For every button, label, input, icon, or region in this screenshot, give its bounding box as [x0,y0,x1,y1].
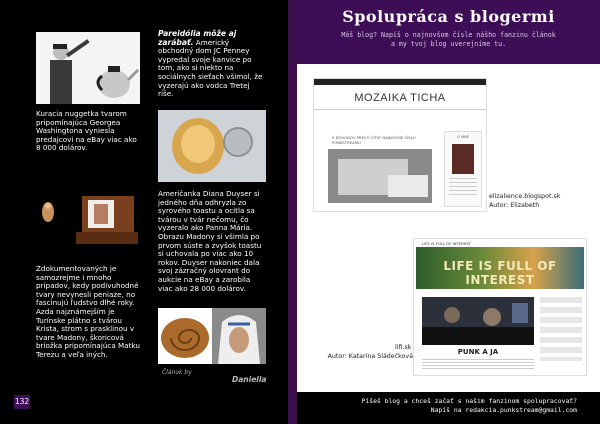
page-title: Spolupráca s blogermi [342,7,555,26]
blog2-banner [416,247,584,289]
madonna-box-illustration [36,188,142,248]
left-page [0,0,286,424]
intro-rest: Americký obchodný dom JC Penney vypredal svoje kanvice po tom, ako si niekto na sociálnych sieťach všimol, že vyzerajú ako vodca Tretej ríše. [158,37,263,99]
blog1-url[interactable]: elizalience.blogspot.sk [489,193,561,200]
intro-paragraph [158,30,266,99]
subtitle-line1: Máš blog? Napíš o najnovšom čísle nášho fanzinu článok [341,31,556,39]
byline-label: Článok by [162,369,192,376]
blog1-topbar [314,79,486,85]
page-number: 132 [14,397,30,406]
contact-footer [297,392,600,424]
caption-nugget: Kuracia nuggetka tvarom pripomínajúca Georgea Washingtona vyniesla predajcovi na eBay viac ako 8 000 dolárov. [36,109,137,153]
blog1-about-lines [449,178,477,198]
mother-teresa-illustration [212,308,266,364]
page-number-badge [14,395,30,409]
blog1-author-avatar [452,144,474,174]
footer-line2: Napíš na redakcia.punkstream@gmail.com [430,406,577,414]
toast-illustration [158,110,266,182]
blog-screenshot-mozaika [313,78,487,212]
blog2-post-title: PUNK A JA [457,348,499,356]
cinnamon-bun-illustration [158,308,212,364]
blog2-sidebar [540,297,582,361]
blog2-url[interactable]: lifi.sk [395,344,412,351]
blog1-about-label: O MNE [456,135,470,139]
blog2-banner-text: LIFE IS FULL OF INTEREST [443,259,557,287]
byline-name: Daniella [232,375,267,384]
blog1-about-box [444,131,482,207]
photo-mother-teresa [212,308,266,364]
blog2-header-small: LIFE IS FULL OF INTEREST [422,241,471,246]
photo-toast [158,110,266,182]
body-text-col1: Zdokumentovaných je samozrejme i mnoho prípadov, kedy podivuhodné tvary nevynesli peniaze, no fascinujú ľudstvo dlhé roky. Azda najznámejším je Turínske plátno s tvárou Krista, strom s prasklinou v tvare Madony, škoricová briožka pripomínajúca Matku Terezu a veľa iných. [36,264,140,359]
laptop-notebook-illustration [328,149,432,203]
blog1-masthead: MOZAIKA TICHA [354,92,446,104]
footer-line1: Píšeš blog a chceš začať s našim fanzinom spolupracovať? [361,397,577,405]
subtitle-line2: a my tvoj blog uverejníme tu. [390,40,507,48]
blog2-author: Autor: Katarína Sládečková [327,353,413,360]
photo-teapot-comparison [36,32,140,104]
photo-bun [158,308,212,364]
collaboration-header [297,0,600,64]
intro-bold: Pareidólia môže aj zarábať. [158,29,237,47]
teapot-comparison-illustration [36,32,140,104]
blog2-post-image [422,297,534,345]
page-separator [288,0,297,424]
right-page [297,0,600,424]
blog1-post-image [328,149,432,203]
blog2-text-lines [422,359,534,371]
blog1-post-title: 5 DÔVODOV PREČO ČÍTAŤ NAJNOVŠIE ČÍSLO PUNKSTREAMU [332,135,416,145]
blog-screenshot-lifi [413,238,587,376]
photo-madonna-box [36,188,142,248]
blog1-author: Autor: Elizabeth [489,202,540,209]
toast-story: Američanka Diana Duyser si jedného dňa odhryzla zo syrového toastu a ocitla sa tvárou v tvár nečomu, čo vyzeralo ako Panna Mária. Obrazu Madony si všimla po prvom súste a zvyšok toastu si uchovala po viac ako 10 rokov. Duyser nakoniec dala svoj zázračný olovrant do aukcie na eBay a zarobila viac ako 28 000 dolárov. [158,189,262,293]
concert-crowd-illustration [422,297,534,345]
blog1-divider [314,109,486,110]
